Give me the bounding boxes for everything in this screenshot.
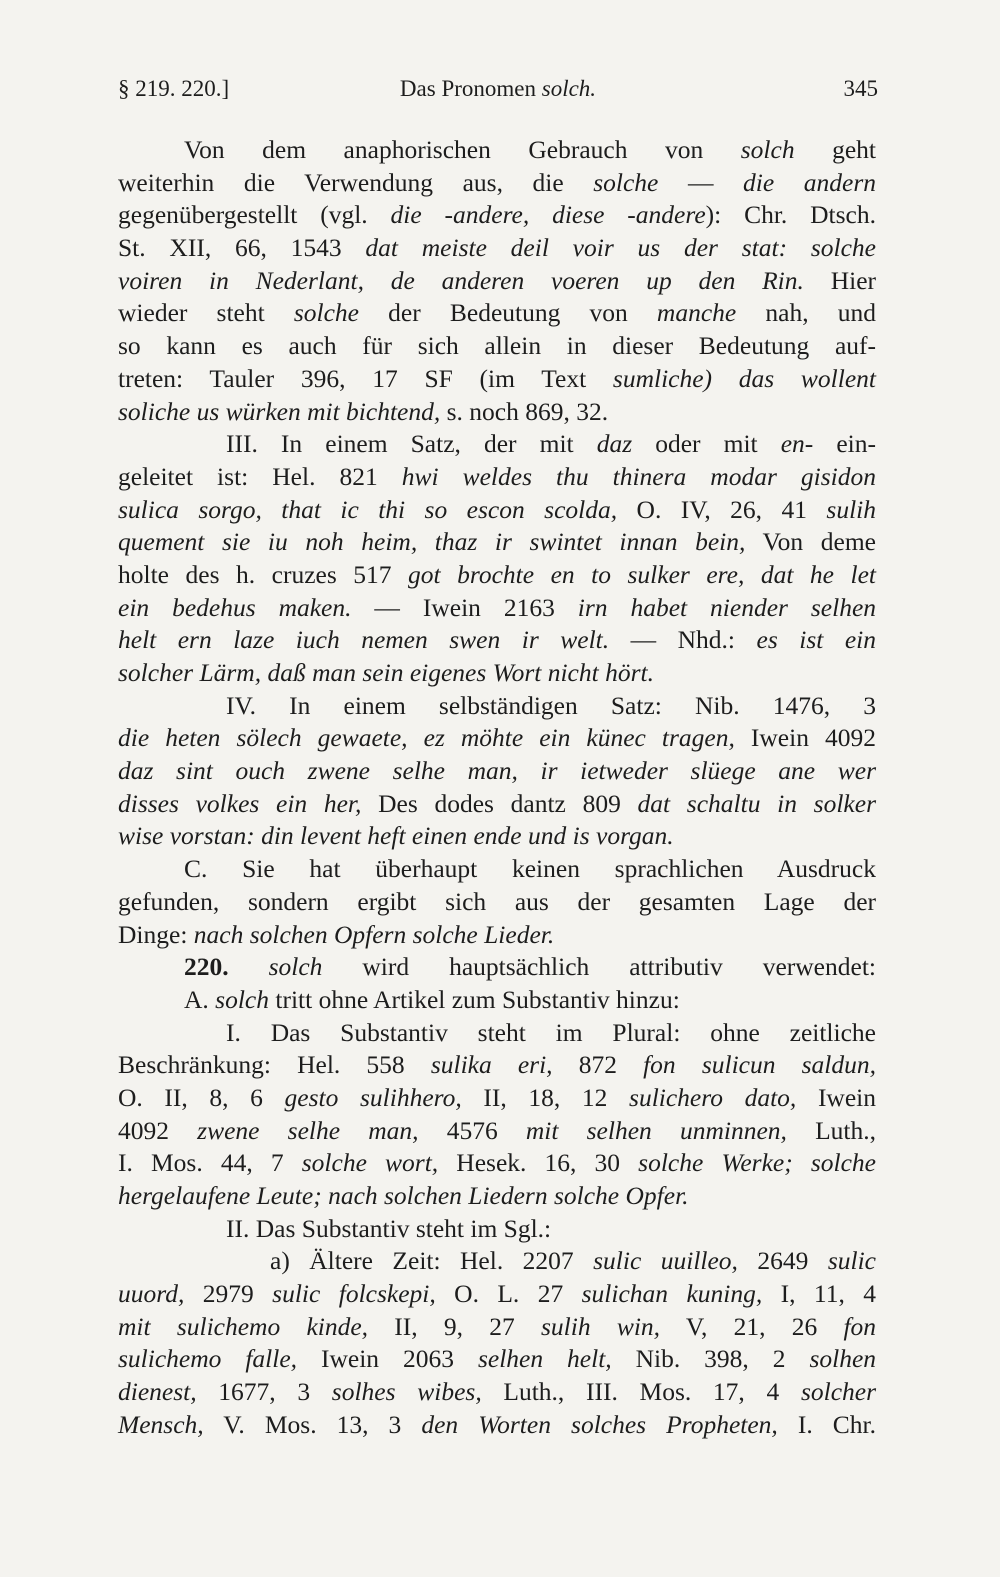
text-span: Des dodes dantz 809	[361, 788, 638, 818]
page-number: 345	[843, 76, 878, 101]
section-reference: § 219. 220.]	[118, 76, 230, 101]
text-span: Beschränkung: Hel. 558	[118, 1050, 431, 1080]
text-span: Hesek. 16, 30	[438, 1148, 639, 1178]
text-line	[118, 984, 876, 1017]
text-span: Dinge:	[118, 919, 194, 949]
text-span: 872	[552, 1050, 644, 1080]
italic-text: fon	[843, 1311, 877, 1341]
italic-text: sulika eri,	[430, 1050, 553, 1080]
section-number: 220.	[184, 952, 229, 982]
text-span: — Nhd.:	[609, 625, 757, 655]
italic-text: sumliche) das wollent	[612, 363, 876, 393]
text-span: gegenübergestellt (vgl.	[118, 200, 391, 230]
text-span: I. Mos. 44, 7	[118, 1148, 302, 1178]
text-span: O. L. 27	[435, 1279, 582, 1309]
italic-text: solche Werke; solche	[638, 1148, 876, 1178]
text-span: wird hauptsächlich attributiv verwendet:	[322, 952, 876, 982]
italic-text: solche	[293, 298, 360, 328]
text-line	[118, 1180, 876, 1213]
italic-text: ein bedehus maken.	[118, 592, 352, 622]
text-line	[118, 1376, 876, 1409]
text-line	[118, 494, 876, 527]
text-line	[118, 167, 876, 200]
text-line	[118, 428, 876, 461]
text-span: V. Mos. 13, 3	[203, 1409, 422, 1439]
text-span: Nib. 398, 2	[611, 1344, 810, 1374]
text-span: Iwein 4092	[734, 723, 876, 753]
italic-text: soliche us würken mit bichtend,	[118, 396, 441, 426]
text-line	[118, 1115, 876, 1148]
text-line	[118, 1049, 876, 1082]
text-line	[118, 919, 876, 952]
text-line	[118, 886, 876, 919]
text-line	[118, 363, 876, 396]
italic-text: hergelaufene Leute; nach solchen Liedern solche Opfer.	[118, 1181, 689, 1210]
text-span: holte des h. cruzes 517	[118, 559, 409, 589]
text-span: 2979	[184, 1279, 273, 1309]
text-span: weiterhin die Verwendung aus, die	[118, 167, 594, 197]
italic-text: den Worten solches Propheten,	[421, 1409, 778, 1439]
italic-text: gesto sulihhero,	[284, 1082, 462, 1112]
text-span: so kann es auch für sich allein in dieser Bedeutung auf-	[118, 331, 876, 361]
text-line	[118, 232, 876, 265]
italic-text: helt ern laze iuch nemen swen ir welt.	[118, 625, 610, 655]
text-span: Iwein	[796, 1082, 877, 1112]
italic-text: die -andere, diese -andere	[390, 200, 706, 230]
italic-text: solhen	[809, 1344, 877, 1374]
text-span: 1677, 3	[196, 1377, 332, 1407]
text-span: oder mit	[632, 429, 781, 459]
text-span: 4092	[118, 1115, 198, 1145]
italic-text: daz	[596, 429, 633, 459]
italic-text: dienest,	[118, 1377, 197, 1407]
italic-text: solch	[215, 984, 269, 1014]
text-span: II, 9, 27	[368, 1311, 541, 1341]
italic-text: manche	[656, 298, 737, 328]
text-line	[118, 1082, 876, 1115]
text-span: IV. In einem selbständigen Satz: Nib. 1476, 3	[226, 690, 876, 720]
italic-text: solche wort,	[301, 1148, 439, 1178]
italic-text: Mensch,	[118, 1409, 204, 1439]
italic-text: uuord,	[118, 1279, 185, 1309]
italic-text: solcher	[800, 1377, 877, 1407]
text-span: Von deme	[745, 527, 877, 557]
text-line	[118, 1213, 876, 1246]
text-span: V, 21, 26	[660, 1311, 844, 1341]
text-line	[118, 1147, 876, 1180]
text-span: tritt ohne Artikel zum Substantiv hinzu:	[269, 984, 680, 1014]
italic-text: sulih win,	[541, 1311, 661, 1341]
text-span: I. Das Substantiv steht im Plural: ohne zeitliche	[226, 1017, 876, 1047]
text-span: ein-	[813, 429, 876, 459]
text-line	[118, 1278, 876, 1311]
italic-text: irn habet niender selhen	[577, 592, 877, 622]
text-line	[118, 1409, 876, 1442]
italic-text: solch	[740, 135, 795, 164]
text-span: s. noch 869, 32.	[440, 396, 609, 426]
text-span: der Bedeutung von	[359, 298, 657, 328]
italic-text: sulih	[826, 494, 876, 524]
text-line	[118, 722, 876, 755]
text-span: a) Ältere Zeit: Hel. 2207	[270, 1246, 594, 1276]
text-line	[118, 755, 876, 788]
text-line	[118, 396, 876, 429]
text-span: Von dem anaphorischen Gebrauch von	[184, 135, 741, 164]
italic-text: sulica sorgo, that ic thi so escon scolda,	[118, 494, 618, 524]
text-line	[118, 265, 876, 298]
italic-text: quement sie iu noh heim, thaz ir swintet innan bein,	[118, 527, 746, 557]
italic-text: sulic	[827, 1246, 877, 1276]
italic-text: sulichero dato,	[629, 1082, 797, 1112]
italic-text: mit selhen unminnen,	[525, 1115, 787, 1145]
italic-text: es ist ein	[756, 625, 877, 655]
text-line	[118, 297, 876, 330]
text-line	[118, 1245, 876, 1278]
text-line	[118, 559, 876, 592]
italic-text: sulichemo falle,	[118, 1344, 298, 1374]
italic-text: solche	[593, 167, 659, 197]
text-line	[118, 657, 876, 690]
italic-text: disses volkes ein her,	[118, 788, 362, 818]
text-line	[118, 199, 876, 232]
italic-text: fon sulicun saldun,	[643, 1050, 876, 1080]
text-line	[118, 690, 876, 723]
text-span: geleitet ist: Hel. 821	[118, 461, 402, 491]
text-span: II. Das Substantiv steht im Sgl.:	[226, 1213, 552, 1243]
text-span: III. In einem Satz, der mit	[226, 429, 597, 459]
italic-text: die andern	[743, 167, 876, 197]
text-line	[118, 820, 876, 853]
italic-text: zwene selhe man,	[197, 1115, 419, 1145]
text-span: 2649	[737, 1246, 828, 1276]
italic-text: solch	[268, 952, 323, 982]
italic-text: sulic uuilleo,	[593, 1246, 738, 1276]
text-span: O. II, 8, 6	[118, 1082, 285, 1112]
text-line	[118, 526, 876, 559]
text-line	[118, 461, 876, 494]
text-span: Iwein 2063	[297, 1344, 478, 1374]
text-span: Luth.,	[786, 1115, 876, 1145]
text-line	[118, 1017, 876, 1050]
text-span: C. Sie hat überhaupt keinen sprachlichen Ausdruck	[184, 854, 876, 884]
text-span: treten: Tauler 396, 17 SF (im Text	[118, 363, 613, 393]
text-line	[118, 853, 876, 886]
text-span: 4576	[418, 1115, 526, 1145]
text-span: — Iwein 2163	[351, 592, 578, 622]
text-span: Luth., III. Mos. 17, 4	[481, 1377, 801, 1407]
text-line	[118, 592, 876, 625]
text-line	[118, 951, 876, 984]
italic-text: sulic folcskepi,	[272, 1279, 436, 1309]
text-line	[118, 1311, 876, 1344]
text-line	[118, 134, 876, 167]
text-span	[229, 952, 269, 981]
italic-text: selhen helt,	[477, 1344, 612, 1374]
text-span: A.	[184, 984, 216, 1014]
italic-text: solhes wibes,	[331, 1377, 482, 1407]
italic-text: mit sulichemo kinde,	[118, 1311, 369, 1341]
text-span: Hier	[803, 265, 877, 295]
text-span: nah, und	[736, 298, 876, 328]
italic-text: voiren in Nederlant, de anderen voeren up den Rin.	[118, 265, 804, 295]
text-span: gefunden, sondern ergibt sich aus der gesamten Lage der	[118, 886, 876, 916]
text-span: wieder steht	[118, 298, 294, 328]
text-span: II, 18, 12	[461, 1082, 630, 1112]
text-line	[118, 330, 876, 363]
text-span: I. Chr.	[777, 1409, 876, 1439]
italic-text: solcher Lärm, daß man sein eigenes Wort nicht hört.	[118, 658, 654, 687]
text-span: ): Chr. Dtsch.	[705, 200, 876, 230]
text-span: geht	[794, 135, 876, 164]
italic-text: hwi weldes thu thinera modar gisidon	[401, 461, 876, 491]
text-span: St. XII, 66, 1543	[118, 233, 366, 263]
body-text	[118, 134, 876, 1442]
italic-text: die heten sölech gewaete, ez möhte ein künec tragen,	[118, 723, 735, 753]
running-header	[118, 74, 878, 104]
italic-text: nach solchen Opfern solche Lieder.	[193, 919, 555, 949]
italic-text: dat schaltu in solker	[637, 788, 876, 818]
text-line	[118, 1343, 876, 1376]
italic-text: en-	[780, 429, 814, 459]
italic-text: dat meiste deil voir us der stat: solche	[365, 233, 876, 263]
italic-text: got brochte en to sulker ere, dat he let	[408, 559, 876, 589]
text-line	[118, 624, 876, 657]
text-span: O. IV, 26, 41	[617, 494, 827, 524]
text-span: I, 11, 4	[762, 1279, 876, 1309]
text-line	[118, 788, 876, 821]
italic-text: daz sint ouch zwene selhe man, ir ietweder slüege ane wer	[118, 756, 876, 786]
text-span: —	[658, 167, 744, 197]
italic-text: sulichan kuning,	[581, 1279, 763, 1309]
running-title: Das Pronomen solch.	[399, 76, 597, 101]
italic-text: wise vorstan: din levent heft einen ende und is vorgan.	[118, 821, 674, 851]
